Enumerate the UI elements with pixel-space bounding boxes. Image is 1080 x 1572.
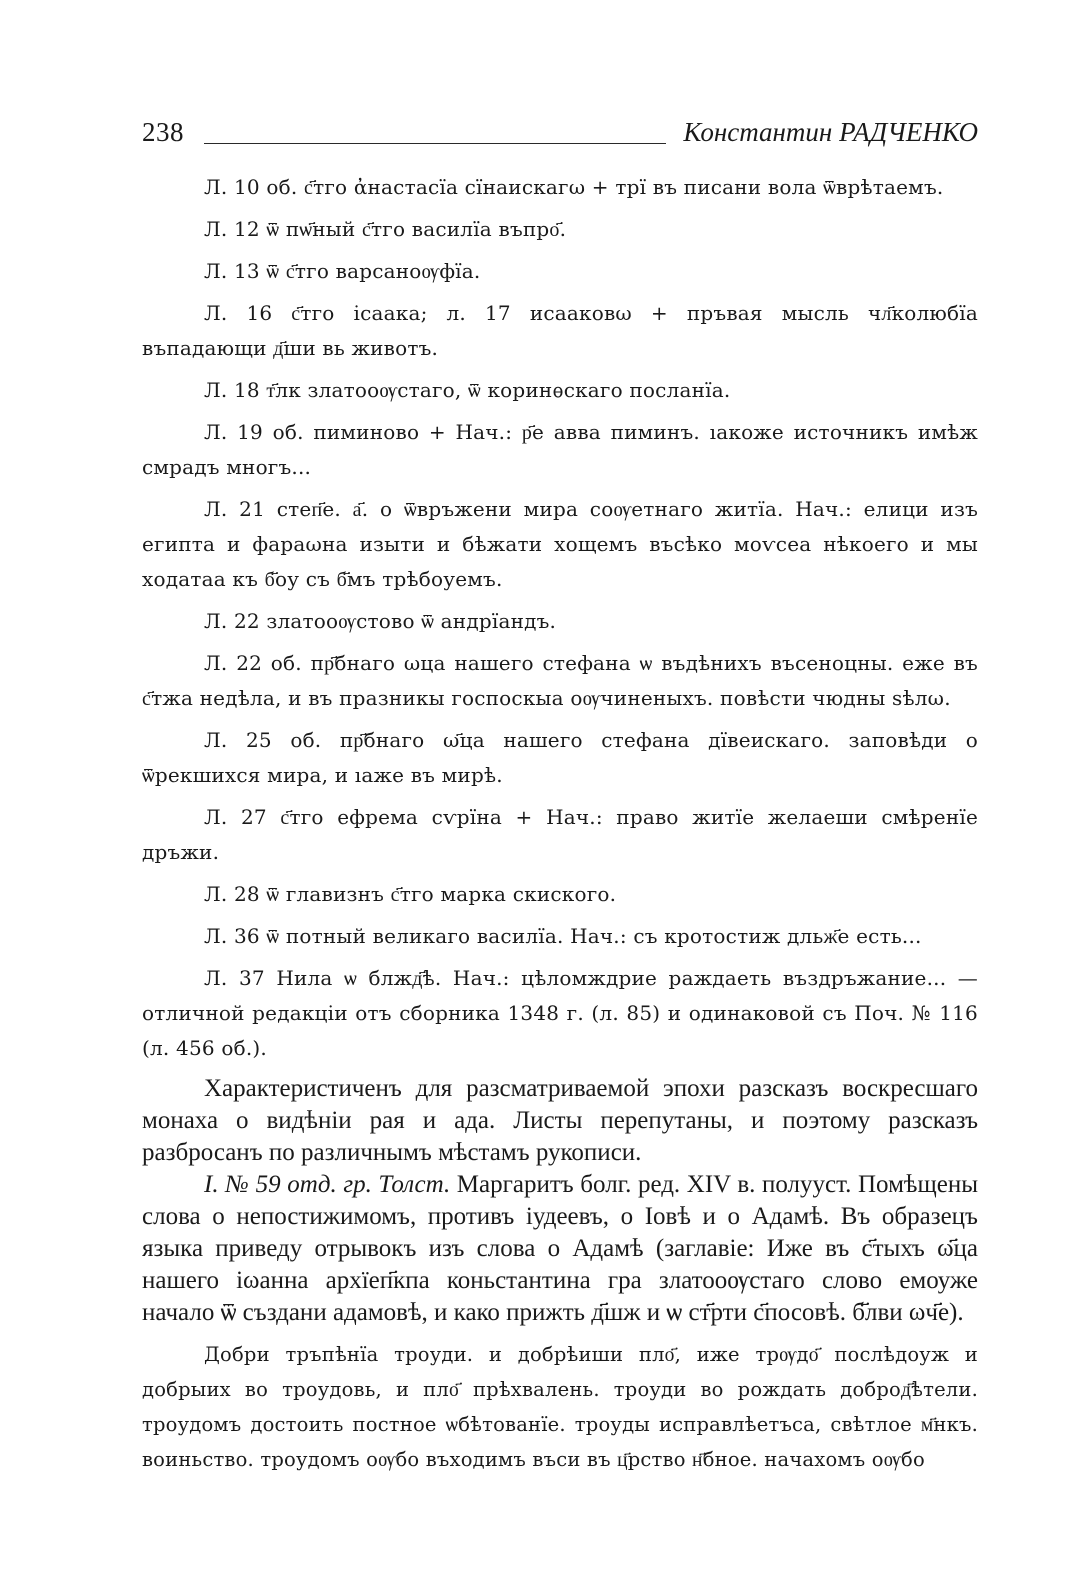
manuscript-entry: Л. 22 об. пр҃бнаго ωца нашего стефана ѡ въдѣнихъ въсеноцны. еже въ с҃тжа недѣла, и въ празникы госпоскыа оѹчиненыхъ. повѣсти чюдны ѕѣлω. — [142, 651, 978, 710]
header-rule — [204, 143, 666, 144]
manuscript-entry: Л. 13 ѿ с҃тго варсаноѹфїа. — [204, 259, 481, 283]
manuscript-entry: Л. 18 т҃лк златооѹстаго, ѿ коринѳскаго посланїа. — [204, 378, 731, 402]
manuscript-reference: I. № 59 отд. гр. Толст. — [204, 1171, 451, 1198]
manuscript-entry-last: Л. 37 Нила ѡ блжд҃ѣ. Нач.: цѣломждрие раждаеть въздръжание... — отличной редакціи отъ сборника 1348 г. (л. 85) и одинаковой съ Поч. № 116 (л. 456 об.). — [142, 966, 978, 1060]
running-head-author: Константин РАДЧЕНКО — [683, 117, 978, 147]
manuscript-entry: Л. 12 ѿ пѡ҃ный с҃тго василїа въпро҃. — [204, 217, 567, 241]
body-paragraph-reference — [142, 1169, 978, 1329]
manuscript-entry: Л. 27 с҃тго ефрема сѵрїна + Нач.: право житїе желаеши смѣренїе дръжи. — [142, 805, 978, 864]
reference-description: Маргаритъ болг. ред. XIV в. полууст. Помѣщены слова о непостижимомъ, противъ іудеевъ, о Іовѣ и о Адамѣ. Въ образецъ языка приведу отрывокъ изъ слова о Адамѣ (заглавіе: Иже въ с҃тыхъ ω҃ца нашего іωанна архїеп҃кпа коньстантина гра златооѹстаго слово емоуже начало ѿ създани адамовѣ, и како прижть д҃шж и ѡ ст҃рти с҃посовѣ. б҃лви ωч҃е). — [142, 1171, 978, 1326]
body-paragraph: Характеристиченъ для разсматриваемой эпохи разсказъ воскресшаго монаха о видѣніи рая и ада. Листы перепутаны, и поэтому разсказъ разбросанъ по различнымъ мѣстамъ рукописи. — [142, 1075, 978, 1166]
quoted-excerpt: Добри тръпѣнїа троуди. и добрѣиши пло҃, иже трѹдо҃ послѣдоуж и добрыих во троудовь, и пло҃ прѣхвалень. троуди во рождать доброд҃ѣтели. троудомъ достоить постное ѡбѣтованїе. троуды исправлѣетъса, свѣтлое м҃нкъ. воиньство. троудомъ оѹбо въходимъ въси въ ц҃рство н҃бное. начахомъ оѹбо — [142, 1343, 978, 1471]
manuscript-entry: Л. 21 степ҃е. а҃. о ѿвръжени мира соѹетнаго житїа. Нач.: елици изъ египта и фараωна изыти и бѣжати хощемъ въсѣко моѵсеа нѣкоего и мы ходатаа къ б҃оу съ б҃мъ трѣбоуемъ. — [142, 497, 978, 591]
manuscript-entry: Л. 28 ѿ главизнъ с҃тго марка скиского. — [204, 882, 617, 906]
manuscript-entry: Л. 36 ѿ потный великаго василїа. Нач.: съ кротостиж дльж҃е есть... — [204, 924, 922, 948]
manuscript-entry: Л. 10 об. с҃тго ἀнастасїа сїнаискагω + трї въ писани вола ѿврѣтаемъ. — [204, 175, 944, 199]
page-number: 238 — [142, 117, 184, 147]
manuscript-entry: Л. 19 об. пиминово + Нач.: р҃е авва пиминъ. ıакоже источникъ имѣж смрадъ многъ... — [142, 420, 978, 479]
page-body — [142, 170, 978, 1477]
manuscript-entry: Л. 25 об. пр҃бнаго ω҃ца нашего стефана дївеискаго. заповѣди о ѿрекшихся мира, и ıаже въ мирѣ. — [142, 728, 978, 787]
manuscript-entry: Л. 22 златооѹстово ѿ андрїандъ. — [204, 609, 557, 633]
running-header — [142, 115, 978, 155]
manuscript-entry: Л. 16 с҃тго ісаака; л. 17 исааковω + пръвая мысль чл҃колюбїа въпадающи д҃ши вь животъ. — [142, 301, 978, 360]
